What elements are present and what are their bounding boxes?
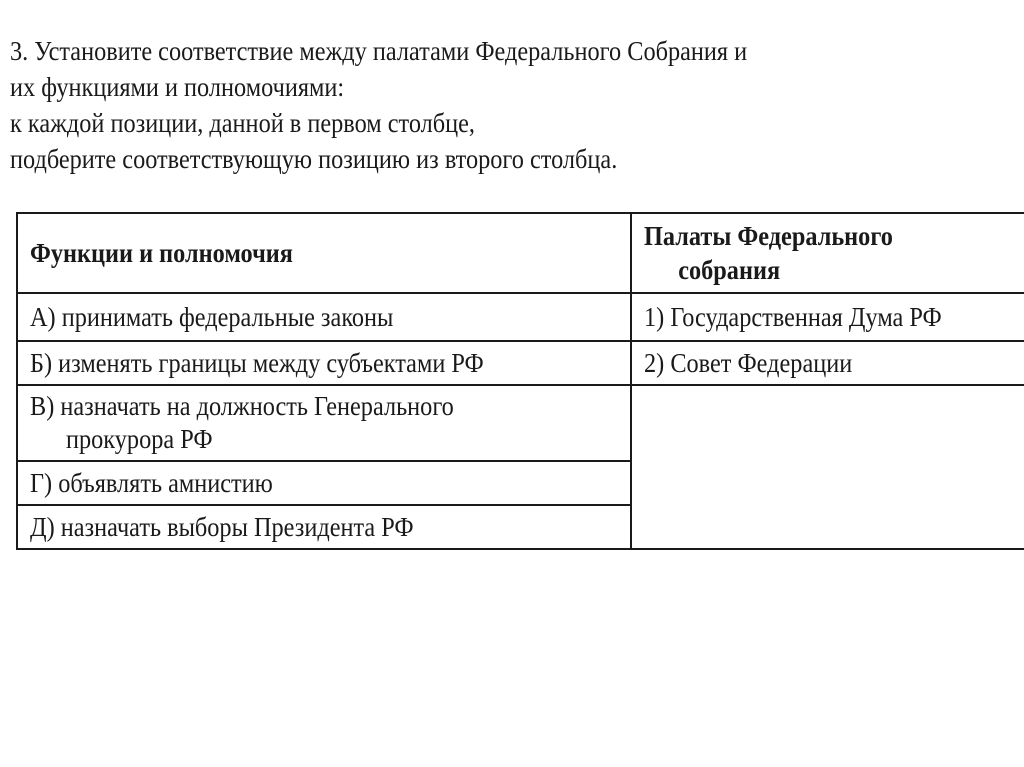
task-text [10,33,910,177]
function-cell-d [17,505,631,549]
task-line-3: к каждой позиции, данной в первом столбце, [10,108,476,138]
task-line-1: 3. Установите соответствие между палатами Федерального Собрания и [10,36,748,66]
header-functions-label: Функции и полномочия [30,237,293,268]
table-row [17,385,1024,461]
header-chambers-line-1: Палаты Федерального [644,221,893,251]
chamber-1: 1) Государственная Дума РФ [644,301,942,332]
task-line-2: их функциями и полномочиями: [10,72,345,102]
chamber-cell-2 [631,341,1024,385]
function-v-line-2: прокурора РФ [66,424,213,454]
function-cell-b [17,341,631,385]
header-chambers-line-2: собрания [678,255,781,285]
chamber-empty-cell [631,385,1024,549]
function-cell-g [17,461,631,505]
header-functions-cell [17,213,631,293]
function-cell-a [17,293,631,341]
function-cell-v [17,385,631,461]
function-d: Д) назначать выборы Президента РФ [30,511,414,542]
function-a: А) принимать федеральные законы [30,301,394,332]
table-header-row [17,213,1024,293]
matching-table [16,212,1024,550]
header-chambers-cell [631,213,1024,293]
chamber-2: 2) Совет Федерации [644,347,853,378]
chamber-cell-1 [631,293,1024,341]
task-line-4: подберите соответствующую позицию из второго столбца. [10,144,618,174]
table-row [17,293,1024,341]
function-v-line-1: В) назначать на должность Генерального [30,391,454,421]
header-chambers-label [644,219,893,287]
table-row [17,341,1024,385]
function-b: Б) изменять границы между субъектами РФ [30,347,484,378]
function-v [30,390,454,456]
function-g: Г) объявлять амнистию [30,467,273,498]
